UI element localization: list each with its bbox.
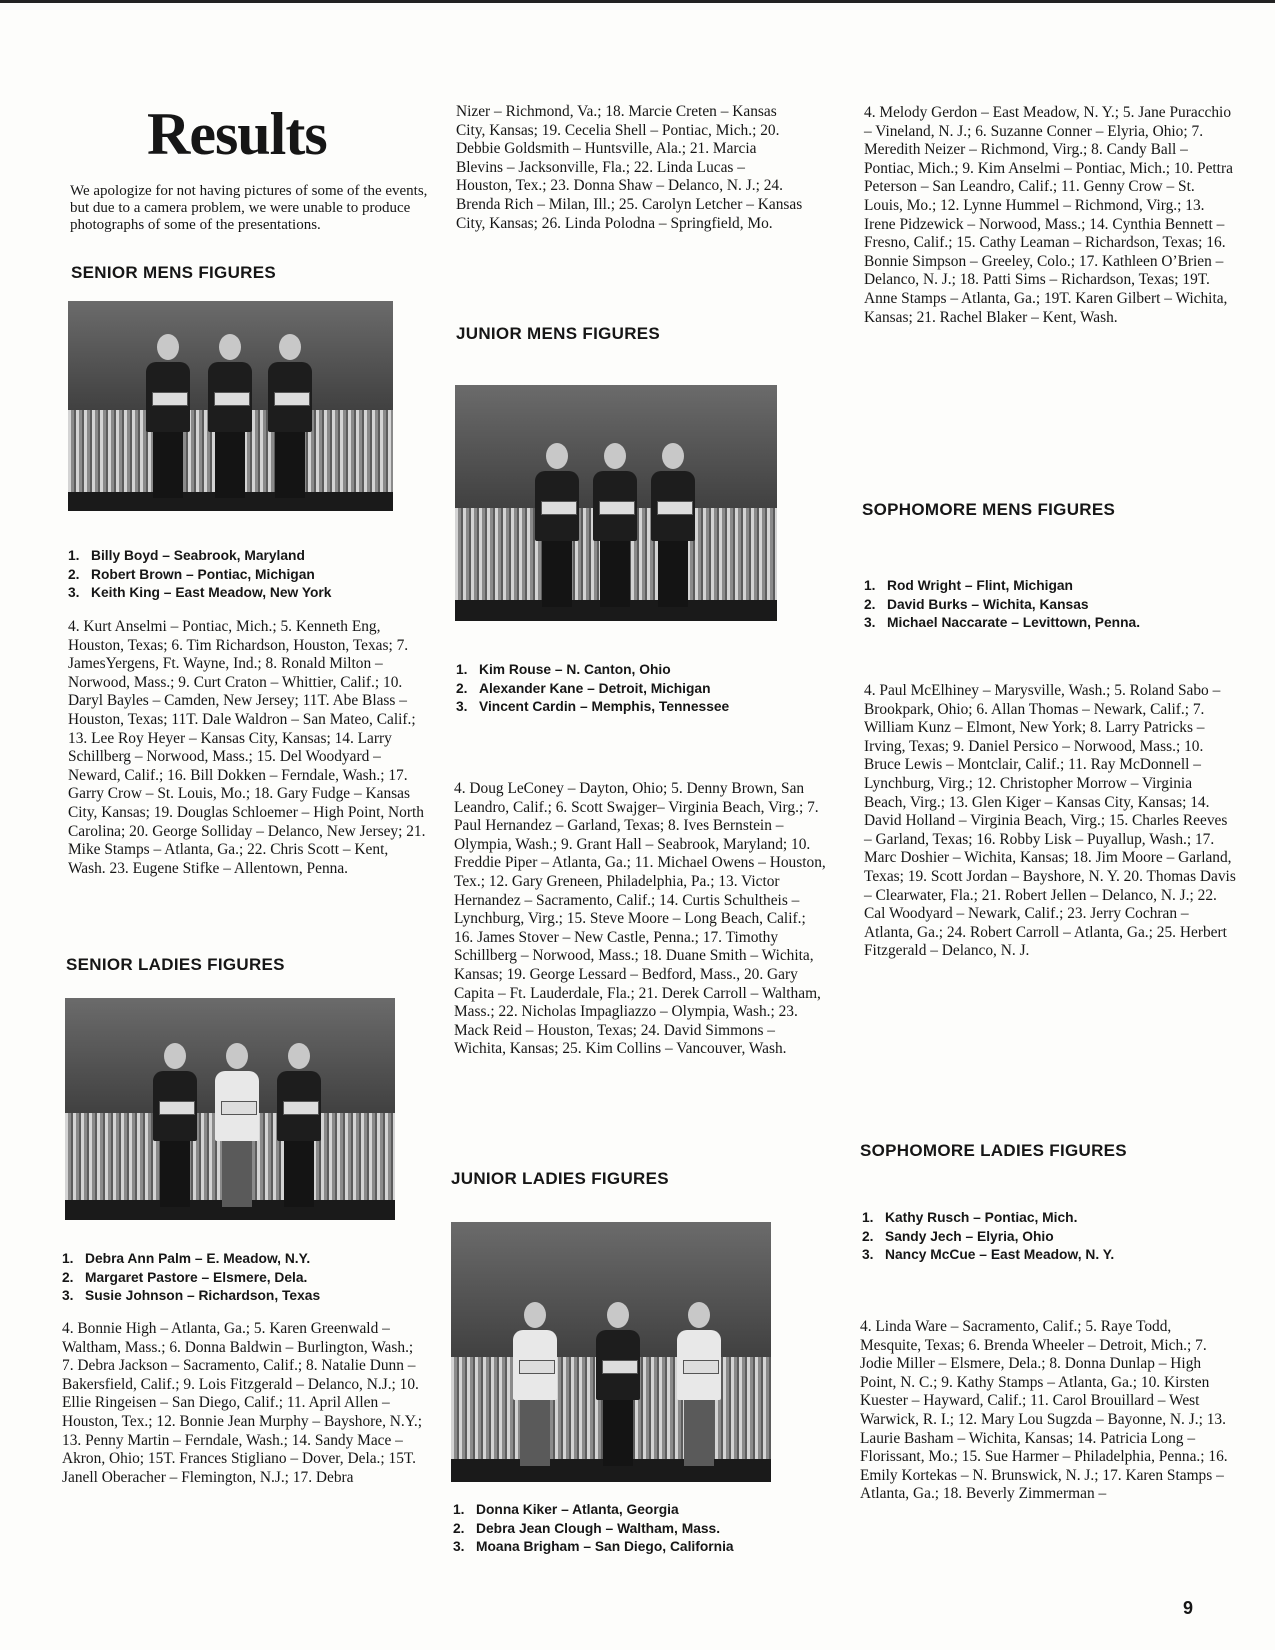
sophomore-mens-results: 4. Paul McElhiney – Marysville, Wash.; 5. Roland Sabo – Brookpark, Ohio; 6. Allan Thomas – Newark, Calif.; 7. William Kunz – Elmont, New York; 8. Larry Patricks – Irving, Texas; 9. Daniel Persico – Norwood, Mass.; 10. Bruce Lewis – Montclair, Calif.; 11. Ray McDonnell – Lynchburg, Virg.; 12. Christopher Morrow – Virginia Beach, Virg.; 13. Glen Kiger – Kansas City, Kansas; 14. David Holland – Virginia Beach, Virg.; 15. Charles Reeves – Garland, Texas; 16. Robby Lisk – Puyallup, Wash.; 17. Marc Doshier – Wichita, Kansas; 18. Jim Moore – Garland, Texas; 19. Scott Jordan – Bayshore, N. Y. 20. Thomas Davis – Clearwater, Fla.; 21. Robert Jellen – Delanco, N. J.; 22. Cal Woodyard – Newark, Calif.; 23. Jerry Cochran – Atlanta, Ga.; 24. Robert Carroll – Atlanta, Ga.; 25. Herbert Fitzgerald – Delanco, N. J.	[864, 682, 1236, 960]
junior-mens-heading: JUNIOR MENS FIGURES	[456, 324, 661, 343]
list-item: 3. Nancy McCue – East Meadow, N. Y.	[862, 1247, 1115, 1262]
junior-ladies-photo	[451, 1222, 771, 1482]
senior-mens-photo	[68, 301, 393, 511]
list-item: 2. Margaret Pastore – Elsmere, Dela.	[62, 1269, 308, 1285]
list-item: 3. Susie Johnson – Richardson, Texas	[62, 1288, 321, 1303]
senior-mens-heading: SENIOR MENS FIGURES	[71, 263, 277, 282]
list-item: 2. Debra Jean Clough – Waltham, Mass.	[453, 1520, 721, 1536]
list-item: 2. David Burks – Wichita, Kansas	[864, 596, 1089, 612]
junior-ladies-heading: JUNIOR LADIES FIGURES	[451, 1169, 669, 1188]
list-item: 3. Vincent Cardin – Memphis, Tennessee	[456, 699, 730, 714]
junior-mens-winners	[456, 661, 729, 717]
sophomore-ladies-winners	[862, 1209, 1114, 1265]
list-item: 3. Moana Brigham – San Diego, California	[453, 1539, 734, 1554]
page-title: Results	[147, 101, 327, 167]
senior-ladies-heading: SENIOR LADIES FIGURES	[66, 955, 285, 974]
junior-mens-results: 4. Doug LeConey – Dayton, Ohio; 5. Denny Brown, San Leandro, Calif.; 6. Scott Swajger– Virginia Beach, Virg.; 7. Paul Hernandez – Garland, Texas; 8. Ives Bernstein – Olympia, Wash.; 9. Grant Hall – Seabrook, Maryland; 10. Freddie Piper – Atlanta, Ga.; 11. Michael Owens – Houston, Tex.; 12. Gary Greneen, Philadelphia, Pa.; 13. Victor Hernandez – Sacramento, Calif.; 14. Curtis Schultheis – Lynchburg, Virg.; 15. Steve Moore – Long Beach, Calif.; 16. James Stover – New Castle, Penna.; 17. Timothy Schillberg – Norwood, Mass.; 18. Duane Smith – Wichita, Kansas; 19. George Lessard – Bedford, Mass., 20. Gary Capita – Ft. Lauderdale, Fla.; 21. Derek Carroll – Waltham, Mass.; 22. Nicholas Impagliazzo – Olympia, Wash.; 23. Mack Reid – Houston, Texas; 24. David Simmons – Wichita, Kansas; 25. Kim Collins – Vancouver, Wash.	[454, 780, 826, 1058]
senior-ladies-winners	[62, 1250, 320, 1306]
list-item: 2. Alexander Kane – Detroit, Michigan	[456, 680, 711, 696]
sophomore-ladies-heading: SOPHOMORE LADIES FIGURES	[860, 1141, 1127, 1160]
junior-mens-photo	[455, 385, 777, 621]
top-rule	[0, 0, 1275, 3]
junior-ladies-results: 4. Melody Gerdon – East Meadow, N. Y.; 5. Jane Puracchio – Vineland, N. J.; 6. Suzanne Conner – Elyria, Ohio; 7. Meredith Neizer – Richmond, Virg.; 8. Candy Ball – Pontiac, Mich.; 9. Kim Anselmi – Pontiac, Mich.; 10. Pettra Peterson – San Leandro, Calif.; 11. Genny Crow – St. Louis, Mo.; 12. Lynne Hummel – Richmond, Virg.; 13. Irene Pidzewick – Norwood, Mass.; 14. Cynthia Bennett – Fresno, Calif.; 15. Cathy Leaman – Richardson, Texas; 16. Bonnie Simpson – Greeley, Colo.; 17. Kathleen O’Brien – Delanco, N. J.; 18. Patti Sims – Richardson, Texas; 19T. Anne Stamps – Atlanta, Ga.; 19T. Karen Gilbert – Wichita, Kansas; 21. Rachel Blaker – Kent, Wash.	[864, 104, 1233, 326]
list-item: 1. Billy Boyd – Seabrook, Maryland	[68, 548, 305, 563]
senior-ladies-photo	[65, 998, 395, 1220]
list-item: 3. Michael Naccarate – Levittown, Penna.	[864, 615, 1141, 630]
junior-ladies-winners	[453, 1501, 734, 1557]
sophomore-ladies-results: 4. Linda Ware – Sacramento, Calif.; 5. Raye Todd, Mesquite, Texas; 6. Brenda Wheeler – Detroit, Mich.; 7. Jodie Miller – Elsmere, Dela.; 8. Donna Dunlap – High Point, N. C.; 9. Kathy Stamps – Atlanta, Ga.; 10. Kirsten Kuester – Hayward, Calif.; 11. Carol Brouillard – West Warwick, R. I.; 12. Mary Lou Sugzda – Bayonne, N. J.; 13. Laurie Basham – Wichita, Kansas; 14. Patricia Long – Florissant, Mo.; 15. Sue Harmer – Philadelphia, Penna.; 16. Emily Kortekas – N. Brunswick, N. J.; 17. Karen Stamps – Atlanta, Ga.; 18. Beverly Zimmerman –	[860, 1318, 1228, 1503]
page-number: 9	[1183, 1598, 1194, 1618]
sophomore-mens-winners	[864, 577, 1140, 633]
apology-note: We apologize for not having pictures of some of the events, but due to a camera problem, we were unable to produce photographs of some of the presentations.	[70, 183, 428, 233]
senior-mens-results: 4. Kurt Anselmi – Pontiac, Mich.; 5. Kenneth Eng, Houston, Texas; 6. Tim Richardson, Houston, Texas; 7. JamesYergens, Ft. Wayne, Ind.; 8. Ronald Milton – Norwood, Mass.; 9. Curt Craton – Whittier, Calif.; 10. Daryl Bayles – Camden, New Jersey; 11T. Abe Blass – Houston, Texas; 11T. Dale Waldron – San Mateo, Calif.; 13. Lee Roy Heyer – Kansas City, Kansas; 14. Larry Schillberg – Norwood, Mass.; 15. Del Woodyard – Neward, Calif.; 16. Bill Dokken – Ferndale, Wash.; 17. Garry Crow – St. Louis, Mo.; 18. Gary Fudge – Kansas City, Kansas; 19. Douglas Schloemer – High Point, North Carolina; 20. George Solliday – Delanco, New Jersey; 21. Mike Stamps – Atlanta, Ga.; 22. Chris Scott – Kent, Wash. 23. Eugene Stifke – Allentown, Penna.	[68, 618, 426, 877]
list-item: 3. Keith King – East Meadow, New York	[68, 585, 332, 600]
list-item: 1. Kim Rouse – N. Canton, Ohio	[456, 662, 671, 677]
list-item: 1. Debra Ann Palm – E. Meadow, N.Y.	[62, 1251, 311, 1266]
sophomore-mens-heading: SOPHOMORE MENS FIGURES	[862, 500, 1116, 519]
senior-mens-winners	[68, 547, 331, 603]
list-item: 1. Donna Kiker – Atlanta, Georgia	[453, 1502, 679, 1517]
list-item: 2. Sandy Jech – Elyria, Ohio	[862, 1228, 1054, 1244]
list-item: 2. Robert Brown – Pontiac, Michigan	[68, 566, 315, 582]
list-item: 1. Rod Wright – Flint, Michigan	[864, 578, 1073, 593]
continued-results: Nizer – Richmond, Va.; 18. Marcie Creten – Kansas City, Kansas; 19. Cecelia Shell – Pontiac, Mich.; 20. Debbie Goldsmith – Huntsville, Ala.; 21. Marcia Blevins – Jacksonville, Fla.; 22. Linda Lucas – Houston, Tex.; 23. Donna Shaw – Delanco, N. J.; 24. Brenda Rich – Milan, Ill.; 25. Carolyn Letcher – Kansas City, Kansas; 26. Linda Polodna – Springfield, Mo.	[456, 103, 803, 232]
senior-ladies-results: 4. Bonnie High – Atlanta, Ga.; 5. Karen Greenwald – Waltham, Mass.; 6. Donna Baldwin – Burlington, Wash.; 7. Debra Jackson – Sacramento, Calif.; 8. Natalie Dunn – Bakersfield, Calif.; 9. Lois Fitzgerald – Delanco, N.J.; 10. Ellie Ringeisen – San Diego, Calif.; 11. April Allen – Houston, Tex.; 12. Bonnie Jean Murphy – Bayshore, N.Y.; 13. Penny Martin – Ferndale, Wash.; 14. Sandy Mace – Akron, Ohio; 15T. Frances Stigliano – Dover, Dela.; 15T. Janell Oberacher – Flemington, N.J.; 17. Debra	[62, 1320, 423, 1486]
list-item: 1. Kathy Rusch – Pontiac, Mich.	[862, 1210, 1078, 1225]
